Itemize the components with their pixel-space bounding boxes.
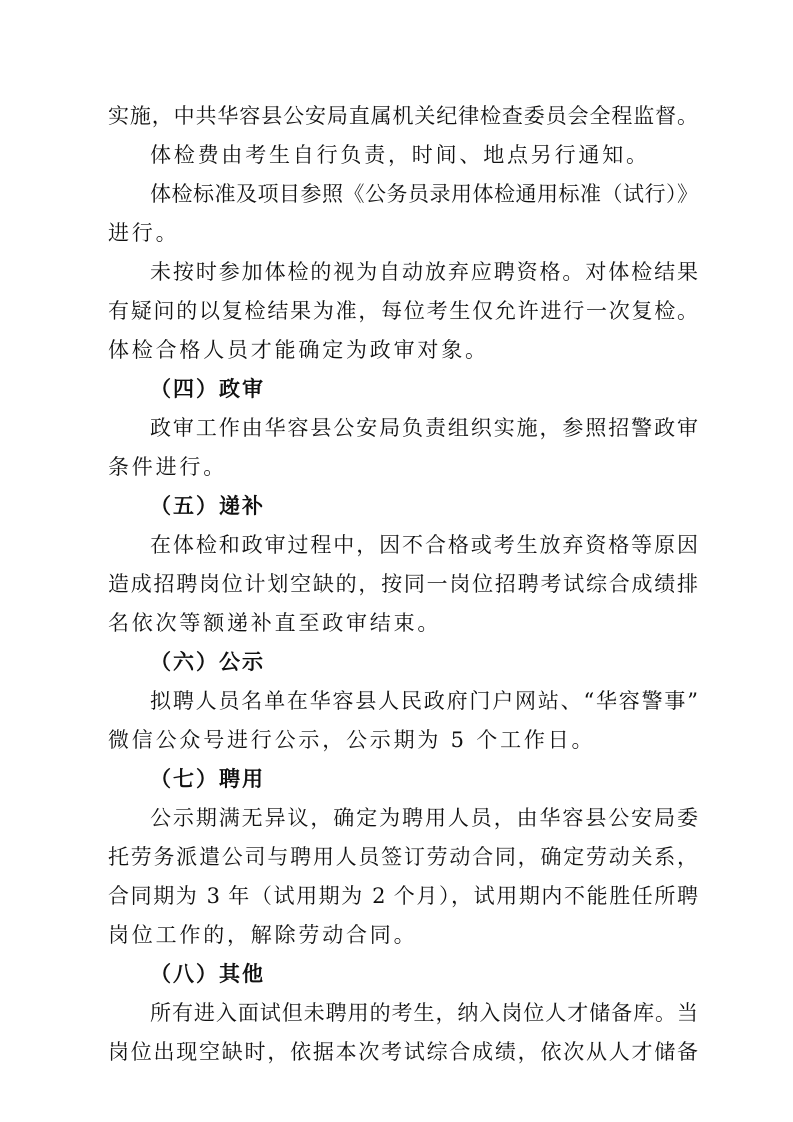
body-line: 公示期满无异议，确定为聘用人员，由华容县公安局委 xyxy=(150,806,698,830)
body-line: 体检合格人员才能确定为政审对象。 xyxy=(108,338,489,362)
body-line: 名依次等额递补直至政审结束。 xyxy=(108,611,442,635)
body-line: 在体检和政审过程中，因不合格或考生放弃资格等原因 xyxy=(150,533,698,557)
body-line: 合同期为 3 年（试用期为 2 个月），试用期内不能胜任所聘 xyxy=(108,884,698,908)
section-heading-other: （八）其他 xyxy=(150,962,265,986)
body-line: 有疑问的以复检结果为准，每位考生仅允许进行一次复检。 xyxy=(108,299,698,323)
body-line: 进行。 xyxy=(108,221,180,245)
section-heading-employment: （七）聘用 xyxy=(150,767,265,791)
body-line: 体检费由考生自行负责，时间、地点另行通知。 xyxy=(150,143,650,167)
section-heading-replacement: （五）递补 xyxy=(150,494,265,518)
body-line: 岗位工作的，解除劳动合同。 xyxy=(108,923,418,947)
body-line: 托劳务派遣公司与聘用人员签订劳动合同，确定劳动关系， xyxy=(108,845,698,869)
body-line: 政审工作由华容县公安局负责组织实施，参照招警政审 xyxy=(150,416,698,440)
section-heading-political-review: （四）政审 xyxy=(150,377,265,401)
body-line: 体检标准及项目参照《公务员录用体检通用标准（试行）》 xyxy=(150,182,698,206)
body-line: 所有进入面试但未聘用的考生，纳入岗位人才储备库。当 xyxy=(150,1001,698,1025)
body-line: 微信公众号进行公示，公示期为 5 个工作日。 xyxy=(108,728,596,752)
body-line: 未按时参加体检的视为自动放弃应聘资格。对体检结果 xyxy=(150,260,698,284)
body-line: 条件进行。 xyxy=(108,455,227,479)
body-line: 拟聘人员名单在华容县人民政府门户网站、“华容警事” xyxy=(150,689,698,713)
body-line: 岗位出现空缺时，依据本次考试综合成绩，依次从人才储备 xyxy=(108,1040,698,1064)
body-line: 实施，中共华容县公安局直属机关纪律检查委员会全程监督。 xyxy=(108,104,698,128)
body-line: 造成招聘岗位计划空缺的，按同一岗位招聘考试综合成绩排 xyxy=(108,572,698,596)
section-heading-publicity: （六）公示 xyxy=(150,650,265,674)
